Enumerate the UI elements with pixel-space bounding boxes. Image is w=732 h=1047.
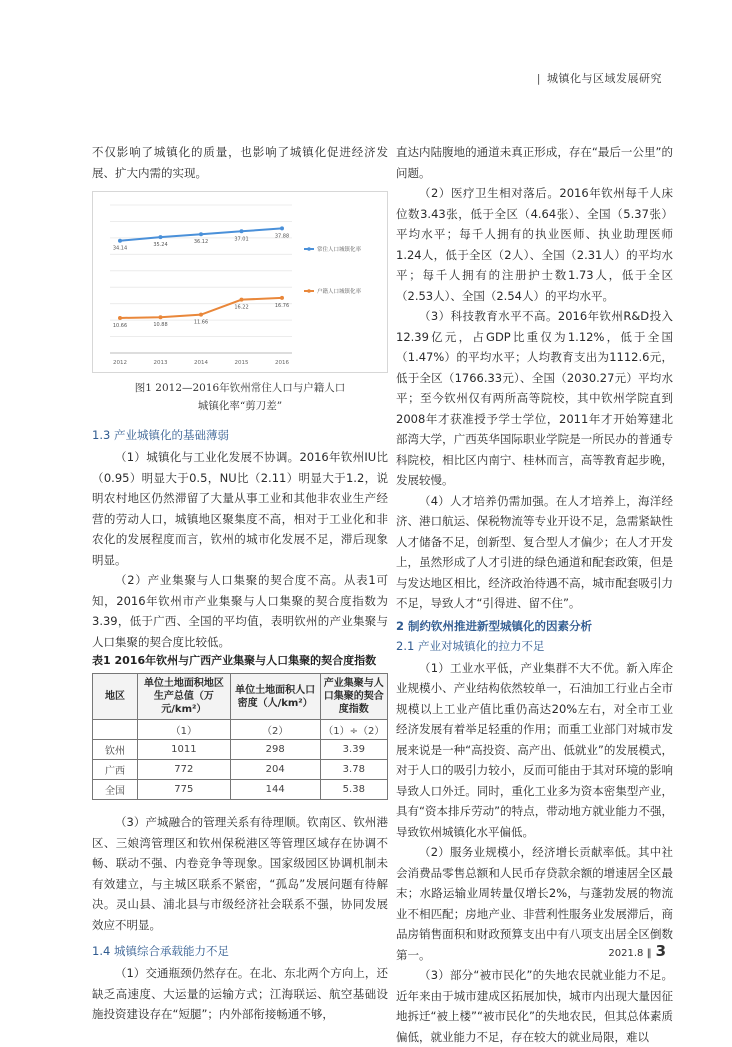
paragraph-1-4-1: （1）交通瓶颈仍然存在。在北、东北两个方向上，还缺乏高速度、大运量的运输方式；江海联运、航空基础设施投资建设存在“短腿”；内外部衔接畅通不够， <box>92 966 388 1021</box>
table-header-row <box>93 674 388 720</box>
data-point <box>199 313 203 317</box>
table-cell: 3.39 <box>320 740 387 760</box>
data-label: 36.12 <box>193 239 209 246</box>
table-header-fit-index: 产业集聚与人口集聚的契合度指数 <box>320 674 387 720</box>
table-header-gdp-density: 单位土地面积地区生产总值（万元/km²） <box>138 674 231 720</box>
data-point <box>199 232 203 236</box>
x-tick-label: 2015 <box>234 360 249 366</box>
table-cell: 298 <box>230 740 320 760</box>
table-cell: 204 <box>230 760 320 780</box>
heading-2-1: 2.1 产业对城镇化的拉力不足 <box>396 638 545 653</box>
table-header-pop-density: 单位土地面积人口密度（人/km²） <box>230 674 320 720</box>
data-point <box>280 226 284 230</box>
page-footer <box>608 942 666 960</box>
page-number: 3 <box>655 942 666 960</box>
table-cell: 钦州 <box>93 740 138 760</box>
table-cell: 1011 <box>138 740 231 760</box>
data-label: 37.88 <box>274 233 290 240</box>
figure-1-chart <box>92 191 388 373</box>
running-header <box>537 70 662 86</box>
data-point <box>240 229 244 233</box>
chart-frame <box>93 192 388 373</box>
paragraph-1-3-2: （2）产业集聚与人口集聚的契合度不高。从表1可知，2016年钦州市产业集聚与人口集聚的契合度指数为3.39，低于广西、全国的平均值，表明钦州的产业集聚与人口集聚的契合度比较低。 <box>92 573 388 649</box>
data-label: 11.66 <box>193 319 209 326</box>
table-row <box>93 760 388 780</box>
table-cell: 全国 <box>93 780 138 800</box>
data-label: 16.22 <box>234 304 249 311</box>
paragraph-medical: （2）医疗卫生相对落后。2016年钦州每千人床位数3.43张，低于全区（4.64张）、全国（5.37张）平均水平；每千人拥有的执业医师、执业助理医师1.24人，低于全区（2人）、全国（2.31人）的平均水平；每千人拥有的注册护士数1.73人，低于全区（2.53人）、全国（2.54人）的平均水平。 <box>396 186 673 303</box>
paragraph-education: （3）科技教育水平不高。2016年钦州R&D投入12.39亿元，占GDP比重仅为1.12%，低于全国（1.47%）的平均水平；人均教育支出为1112.6元，低于全区（1766.33元）、全国（2030.27元）平均水平；至今钦州仅有两所高等院校，其中钦州学院直到2008年才获准授予学士学位，2011年才开始筹建北部湾大学，广西英华国际职业学院是一所民办的普通专科院校，相比区内南宁、桂林而言，高等教育起步晚，发展较慢。 <box>396 309 673 487</box>
paragraph-2-1-2: （2）服务业规模小，经济增长贡献率低。其中社会消费品零售总额和人民币存贷款余额的增速居全区最末；水路运输业周转量仅增长2%，与蓬勃发展的物流业不相匹配；房地产业、非营利性服务业发展滞后，商品房销售面积和财政预算支出中有八项支出居全区倒数第一。 <box>396 845 673 962</box>
x-tick-label: 2016 <box>275 360 289 366</box>
heading-1-3: 1.3 产业城镇化的基础薄弱 <box>92 428 229 442</box>
header-separator: | <box>536 72 541 85</box>
data-point <box>280 296 284 300</box>
data-point <box>118 316 122 320</box>
heading-2: 2 制约钦州推进新型城镇化的因素分析 <box>396 618 593 633</box>
figure-caption <box>92 379 388 415</box>
data-label: 35.24 <box>153 242 168 249</box>
legend-label: 常住人口城镇化率 <box>317 247 362 253</box>
table-header-region: 地区 <box>93 674 138 720</box>
data-label: 37.01 <box>234 236 249 243</box>
table-1-title: 表1 2016年钦州与广西产业集聚与人口集聚的契合度指数 <box>92 654 377 667</box>
table-cell: 5.38 <box>320 780 387 800</box>
table-cell: 144 <box>230 780 320 800</box>
data-label: 34.14 <box>112 245 128 252</box>
x-tick-label: 2012 <box>113 360 127 366</box>
issue-date: 2021.8 <box>608 948 644 959</box>
paragraph-2-1-1: （1）工业水平低，产业集群不大不优。新入库企业规模小、产业结构依然较单一，石油加工行业占全市规模以上工业产值比重仍高达20%左右，对全市工业经济发展有着举足轻重的作用；而重工业部门对城市发展来说是一种“高投资、高产出、低就业”的发展模式，对于人口的吸引力较小，反而可能由于其对环境的影响导致人口外迁。同时，重化工业多为资本密集型产业，具有“资本排斥劳动”的特点，带动地方就业能力不强，导致钦州城镇化水平偏低。 <box>396 660 673 839</box>
figure-caption-line-1: 图1 2012—2016年钦州常住人口与户籍人口 <box>134 382 346 394</box>
table-row <box>93 780 388 800</box>
legend-marker <box>307 247 311 251</box>
table-cell <box>93 720 138 740</box>
paragraph-talent: （4）人才培养仍需加强。在人才培养上，海洋经济、港口航运、保税物流等专业开设不足，急需紧缺性人才储备不足，创新型、复合型人才偏少；在人才开发上，虽然形成了人才引进的绿色通道和配套政策，但是与发达地区相比，经济政治待遇不高，城市配套吸引力不足，导致人才“引得进、留不住”。 <box>396 493 673 610</box>
table-cell: 广西 <box>93 760 138 780</box>
table-subheader-row <box>93 720 388 740</box>
data-label: 10.88 <box>153 322 168 329</box>
footer-separator: ‖ <box>646 948 652 959</box>
legend-label: 户籍人口城镇化率 <box>317 289 362 295</box>
paragraph-1-3-3: （3）产城融合的管理关系有待理顺。钦南区、钦州港区、三娘湾管理区和钦州保税港区等管理区域存在协调不畅、联动不强、内卷竞争等现象。国家级园区协调机制未有效建立，与主城区联系不紧密，“孤岛”发展问题有待解决。灵山县、浦北县与市级经济社会联系不强，协同发展效应不明显。 <box>92 815 388 932</box>
paragraph-continuation: 直达内陆腹地的通道未真正形成，存在“最后一公里”的问题。 <box>396 145 673 180</box>
x-tick-label: 2013 <box>153 360 168 366</box>
paragraph-2-1-3: （3）部分“被市民化”的失地农民就业能力不足。近年来由于城市建成区拓展加快，城市内出现大量因征地拆迁“被上楼”“被市民化”的失地农民，但其总体素质偏低，就业能力不足，存在较大的就业局限，难以 <box>396 968 673 1044</box>
table-cell: （1）÷（2） <box>320 720 387 740</box>
table-1 <box>92 673 388 800</box>
section-title: 城镇化与区域发展研究 <box>547 72 662 85</box>
right-column <box>396 142 673 1047</box>
data-point <box>159 315 163 319</box>
data-point <box>118 239 122 243</box>
table-cell: 772 <box>138 760 231 780</box>
left-column <box>92 142 388 1025</box>
heading-1-4: 1.4 城镇综合承载能力不足 <box>92 944 229 958</box>
legend-marker <box>307 289 311 293</box>
table-cell: （1） <box>138 720 231 740</box>
table-row <box>93 740 388 760</box>
data-point <box>240 298 244 302</box>
figure-caption-line-2: 城镇化率“剪刀差” <box>197 400 283 412</box>
data-label: 16.76 <box>274 302 290 309</box>
data-label: 10.66 <box>112 322 128 329</box>
paragraph-intro: 不仅影响了城镇化的质量，也影响了城镇化促进经济发展、扩大内需的实现。 <box>92 145 388 180</box>
x-tick-label: 2014 <box>194 360 208 366</box>
paragraph-1-3-1: （1）城镇化与工业化发展不协调。2016年钦州IU比（0.95）明显大于0.5，NU比（2.11）明显大于1.2，说明农村地区仍然滞留了大量从事工业和其他非农业生产经营的劳动人口，城镇地区聚集度不高，相对于工业化和非农化的发展程度而言，钦州的城市化发展不足，滞后现象明显。 <box>92 450 388 567</box>
table-cell: 3.78 <box>320 760 387 780</box>
table-cell: 775 <box>138 780 231 800</box>
table-cell: （2） <box>230 720 320 740</box>
data-point <box>159 235 163 239</box>
urbanization-line-chart <box>92 191 388 373</box>
